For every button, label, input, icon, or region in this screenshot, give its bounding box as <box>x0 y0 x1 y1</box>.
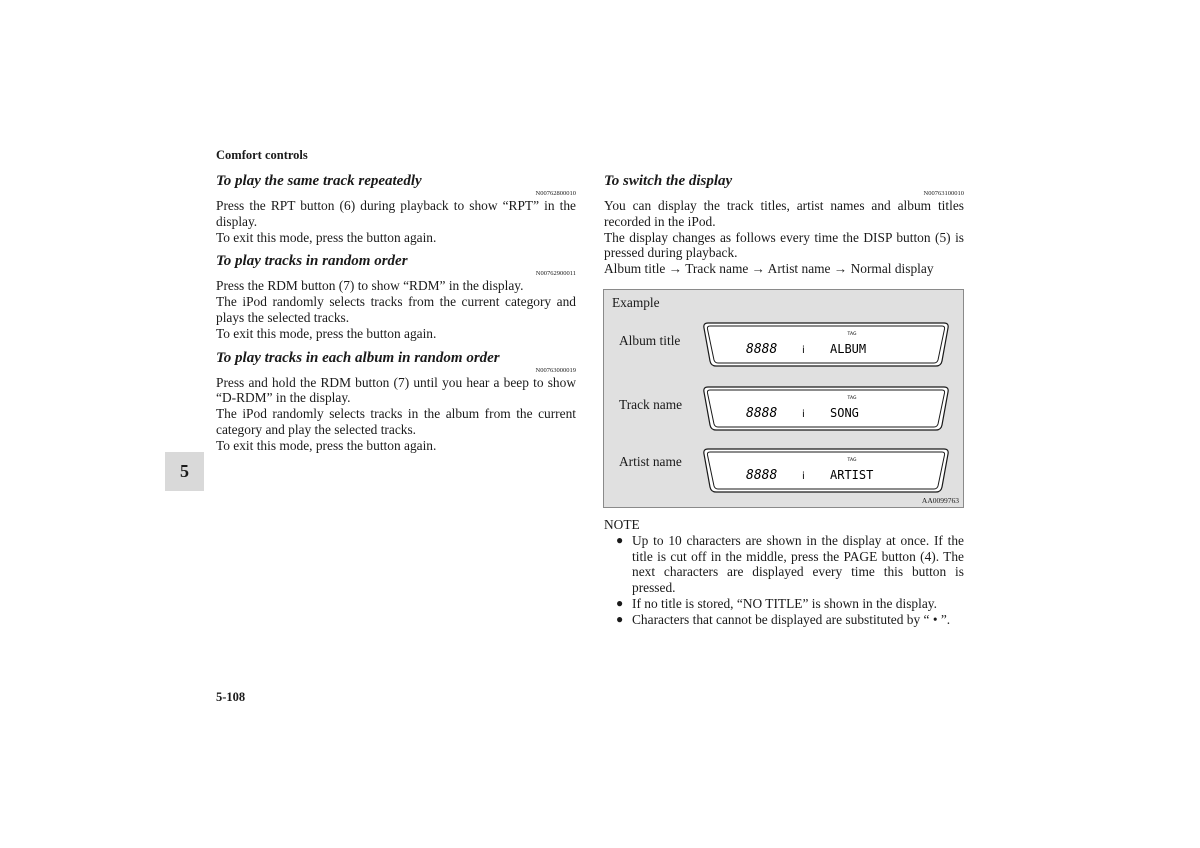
section-heading: To play tracks in random order <box>216 253 408 270</box>
lcd-display <box>702 322 950 367</box>
note-block <box>604 517 964 628</box>
ipod-indicator: i <box>802 471 805 482</box>
lcd-text: ARTIST <box>830 468 874 482</box>
lcd-digits: 8888 <box>746 406 778 421</box>
tag-indicator: TAG <box>847 332 857 337</box>
paragraph: Press the RPT button (6) during playback to show “RPT” in the display. <box>216 198 576 229</box>
note-item <box>604 533 964 596</box>
lcd-text: ALBUM <box>830 342 867 356</box>
reference-code: N00762900011 <box>535 270 576 278</box>
paragraph: Press and hold the RDM button (7) until you hear a beep to show “D-RDM” in the display. <box>216 374 576 406</box>
reference-code: N00762800010 <box>535 190 576 197</box>
figure-row-label: Album title <box>619 333 681 348</box>
paragraph: The display changes as follows every time the DISP button (5) is pressed during playback. <box>604 229 964 261</box>
lcd-display <box>702 386 950 431</box>
section-heading: To switch the display <box>604 173 733 189</box>
lcd-digits: 8888 <box>746 342 778 357</box>
figure-row-label: Artist name <box>619 454 682 469</box>
ipod-indicator: i <box>802 345 805 356</box>
ipod-indicator: i <box>802 409 805 420</box>
section-repeat <box>216 172 576 245</box>
paragraph: To exit this mode, press the button again. <box>216 325 437 341</box>
paragraph: To exit this mode, press the button again. <box>216 229 437 245</box>
paragraph: The iPod randomly selects tracks in the album from the current category and play the selected tracks. <box>216 406 576 437</box>
right-column <box>604 172 964 277</box>
tag-indicator: TAG <box>847 458 857 463</box>
chapter-tab: 5 <box>165 452 204 491</box>
note-item <box>604 596 964 612</box>
paragraph: To exit this mode, press the button again. <box>216 437 437 453</box>
note-item <box>604 612 964 628</box>
note-text: Characters that cannot be displayed are substituted by “ • ”. <box>632 611 951 627</box>
tag-indicator: TAG <box>847 396 857 401</box>
section-header: Comfort controls <box>216 148 308 162</box>
lcd-text: SONG <box>830 406 859 420</box>
display-sequence: Album title → Track name → Artist name → Normal display <box>604 261 934 277</box>
section-album-random <box>216 349 576 454</box>
bullet-icon: ● <box>616 595 624 610</box>
reference-code: N00763000019 <box>535 366 576 374</box>
lcd-display <box>702 448 950 493</box>
figure-row-label: Track name <box>619 397 683 412</box>
reference-code: N00763100010 <box>923 190 964 197</box>
section-heading: To play tracks in each album in random order <box>216 349 500 366</box>
left-column <box>216 172 576 454</box>
section-random <box>216 252 576 341</box>
lcd-digits: 8888 <box>746 468 778 483</box>
display-example-figure <box>603 289 964 508</box>
paragraph: Press the RDM button (7) to show “RDM” in the display. <box>216 278 524 294</box>
section-heading: To play the same track repeatedly <box>216 173 422 189</box>
bullet-icon: ● <box>616 611 624 626</box>
note-title: NOTE <box>604 517 640 532</box>
figure-code: AA0099763 <box>921 496 959 505</box>
page-number: 5-108 <box>216 690 246 704</box>
paragraph: You can display the track titles, artist names and album titles recorded in the iPod. <box>604 198 964 229</box>
note-text: Up to 10 characters are shown in the display at once. If the title is cut off in the middle, press the PAGE button (4). The next characters are displayed every time this button is pressed. <box>632 532 964 596</box>
figure-title: Example <box>612 295 660 310</box>
note-text: If no title is stored, “NO TITLE” is shown in the display. <box>632 595 937 611</box>
paragraph: The iPod randomly selects tracks from the current category and plays the selected tracks. <box>216 294 576 325</box>
bullet-icon: ● <box>616 532 624 547</box>
